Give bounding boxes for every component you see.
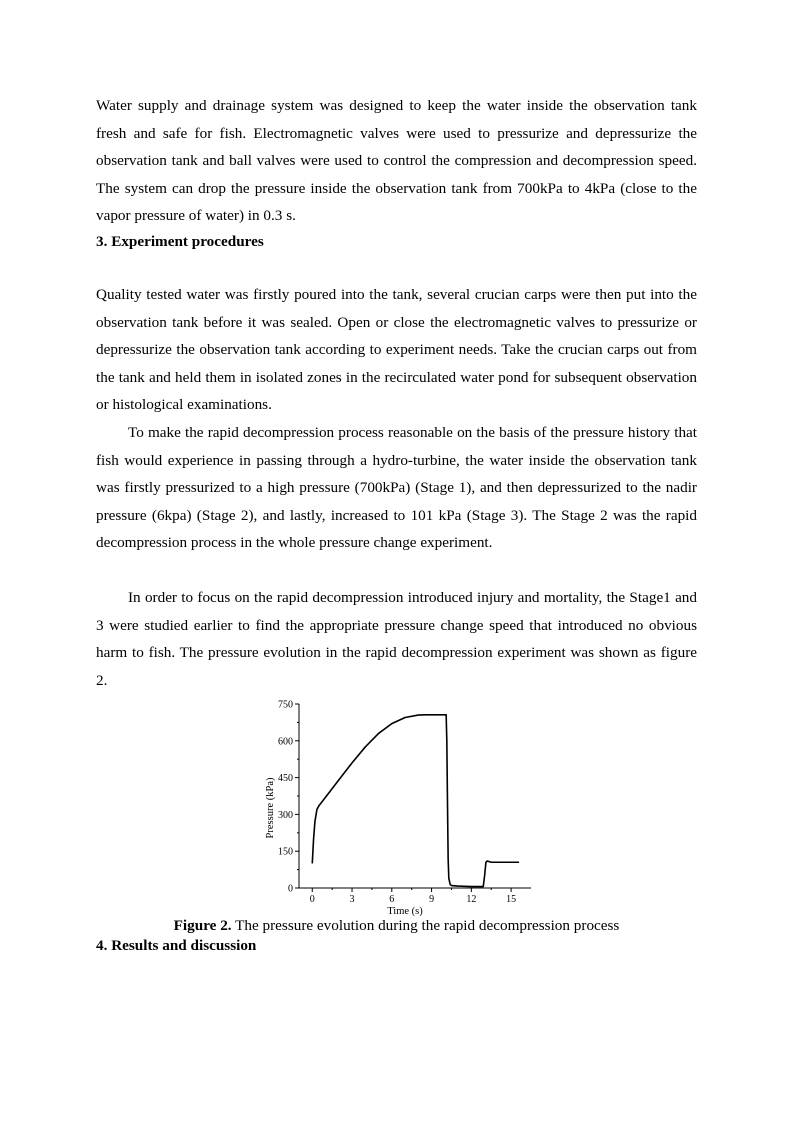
y-tick-label: 150: [278, 846, 293, 858]
figure-caption-text: The pressure evolution during the rapid decompression process: [231, 917, 620, 934]
y-tick-label: 600: [278, 736, 293, 748]
figure-2: [255, 696, 545, 918]
x-tick-label: 9: [429, 894, 435, 905]
paragraph-4: In order to focus on the rapid decompression introduced injury and mortality, the Stage1 and 3 were studied earlier to find the appropriate pressure change speed that introduced no obvious harm to fish. The pressure evolution in the rapid decompression experiment was shown as figure 2.: [96, 589, 697, 689]
section-heading-4: 4. Results and discussion: [96, 937, 257, 954]
x-axis-label: Time (s): [387, 906, 423, 917]
paragraph-2: Quality tested water was firstly poured into the tank, several crucian carps were then put into the observation tank before it was sealed. Open or close the electromagnetic valves to pressurize or depressurize the observation tank according to experiment needs. Take the crucian carps out from the tank and held them in isolated zones in the recirculated water pond for subsequent observation or histological examinations.: [96, 286, 697, 414]
pressure-chart: [255, 696, 545, 918]
chart-ticks: [278, 700, 516, 906]
paragraph-3: To make the rapid decompression process reasonable on the basis of the pressure history that fish would experience in passing through a hydro-turbine, the water inside the observation tank was firstly pressurized to a high pressure (700kPa) (Stage 1), and then depressurized to the nadir pressure (6kpa) (Stage 2), and lastly, increased to 101 kPa (Stage 3). The Stage 2 was the rapid decompression process in the whole pressure change experiment.: [96, 424, 697, 552]
x-tick-label: 12: [466, 894, 477, 905]
y-axis-label: Pressure (kPa): [265, 777, 276, 839]
paragraph-1: Water supply and drainage system was designed to keep the water inside the observation tank fresh and safe for fish. Electromagnetic valves were used to pressurize and depressurize the observation tank and ball valves were used to control the compression and decompression speed. The system can drop the pressure inside the observation tank from 700kPa to 4kPa (close to the vapor pressure of water) in 0.3 s.: [96, 97, 697, 225]
chart-axes: [299, 704, 531, 888]
pressure-series-line: [312, 715, 519, 887]
x-tick-label: 15: [506, 894, 517, 905]
x-tick-label: 3: [349, 894, 355, 905]
x-tick-label: 6: [389, 894, 395, 905]
y-tick-label: 300: [278, 809, 293, 821]
y-tick-label: 450: [278, 773, 293, 785]
y-tick-label: 750: [278, 699, 293, 711]
figure-caption: [96, 917, 697, 935]
section-heading-3: 3. Experiment procedures: [96, 233, 264, 250]
figure-caption-label: Figure 2.: [173, 917, 232, 934]
x-tick-label: 0: [309, 894, 315, 905]
y-tick-label: 0: [288, 883, 293, 895]
